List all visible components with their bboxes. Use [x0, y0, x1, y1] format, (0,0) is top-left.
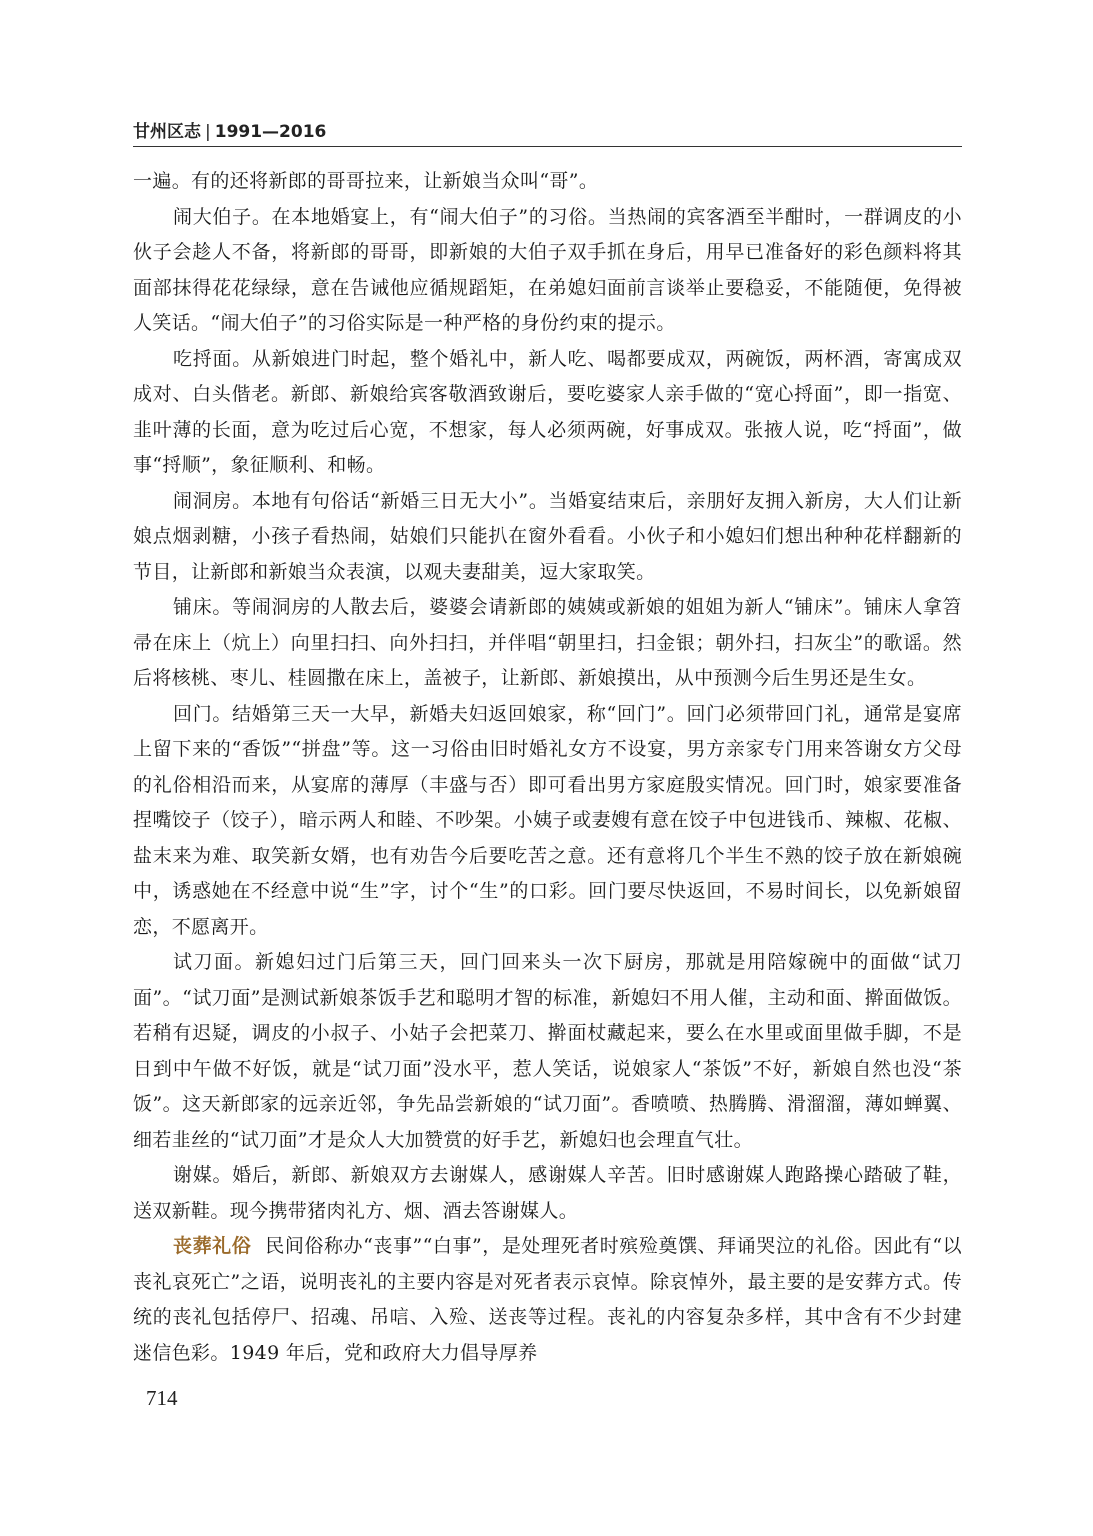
book-title: 甘州区志	[133, 122, 201, 142]
section-text: 民间俗称办“丧事”“白事”，是处理死者时殡殓奠馔、拜诵哭泣的礼俗。因此有“以丧礼哀死亡”之语，说明丧礼的主要内容是对死者表示哀悼。除哀悼外，最主要的是安葬方式。传统的丧礼包括停尸、招魂、吊唁、入殓、送丧等过程。丧礼的内容复杂多样，其中含有不少封建迷信色彩。1949 年后，党和政府大力倡导厚养	[133, 1235, 962, 1364]
section-paragraph	[133, 1229, 962, 1371]
page-number: 714	[146, 1386, 178, 1410]
header-separator: |	[205, 122, 211, 142]
paragraph-6: 试刀面。新媳妇过门后第三天，回门回来头一次下厨房，那就是用陪嫁碗中的面做“试刀面”。“试刀面”是测试新娘茶饭手艺和聪明才智的标准，新媳妇不用人催，主动和面、擀面做饭。若稍有迟疑，调皮的小叔子、小姑子会把菜刀、擀面杖藏起来，要么在水里或面里做手脚，不是日到中午做不好饭，就是“试刀面”没水平，惹人笑话，说娘家人“茶饭”不好，新娘自然也没“茶饭”。这天新郎家的远亲近邻，争先品尝新娘的“试刀面”。香喷喷、热腾腾、滑溜溜，薄如蝉翼、细若韭丝的“试刀面”才是众人大加赞赏的好手艺，新媳妇也会理直气壮。	[133, 951, 963, 1151]
running-header	[133, 120, 962, 146]
paragraph-7: 谢媒。婚后，新郎、新娘双方去谢媒人，感谢媒人辛苦。旧时感谢媒人跑路操心踏破了鞋，送双新鞋。现今携带猪肉礼方、烟、酒去答谢媒人。	[133, 1164, 962, 1222]
body-text	[133, 164, 962, 1371]
paragraph-2: 吃捋面。从新娘进门时起，整个婚礼中，新人吃、喝都要成双，两碗饭，两杯酒，寄寓成双成对、白头偕老。新郎、新娘给宾客敬酒致谢后，要吃婆家人亲手做的“宽心捋面”，即一指宽、韭叶薄的长面，意为吃过后心宽，不想家，每人必须两碗，好事成双。张掖人说，吃“捋面”，做事“捋顺”，象征顺利、和畅。	[133, 347, 962, 476]
header-years: 1991—2016	[214, 122, 327, 142]
section-heading: 丧葬礼俗	[173, 1235, 252, 1257]
paragraph-4: 铺床。等闹洞房的人散去后，婆婆会请新郎的姨姨或新娘的姐姐为新人“铺床”。铺床人拿笤帚在床上（炕上）向里扫扫、向外扫扫，并伴唱“朝里扫，扫金银；朝外扫，扫灰尘”的歌谣。然后将核桃、枣儿、桂圆撒在床上，盖被子，让新郎、新娘摸出，从中预测今后生男还是生女。	[133, 596, 962, 689]
paragraph-1: 闹大伯子。在本地婚宴上，有“闹大伯子”的习俗。当热闹的宾客酒至半酣时，一群调皮的小伙子会趁人不备，将新郎的哥哥，即新娘的大伯子双手抓在身后，用早已准备好的彩色颜料将其面部抹得花花绿绿，意在告诫他应循规蹈矩，在弟媳妇面前言谈举止要稳妥，不能随便，免得被人笑话。“闹大伯子”的习俗实际是一种严格的身份约束的提示。	[133, 205, 962, 334]
header-rule	[133, 146, 962, 147]
paragraph-3: 闹洞房。本地有句俗话“新婚三日无大小”。当婚宴结束后，亲朋好友拥入新房，大人们让新娘点烟剥糖，小孩子看热闹，姑娘们只能扒在窗外看看。小伙子和小媳妇们想出种种花样翻新的节目，让新郎和新娘当众表演，以观夫妻甜美，逗大家取笑。	[133, 489, 962, 583]
paragraph-0: 一遍。有的还将新郎的哥哥拉来，让新娘当众叫“哥”。	[133, 170, 599, 192]
paragraph-5: 回门。结婚第三天一大早，新婚夫妇返回娘家，称“回门”。回门必须带回门礼，通常是宴席上留下来的“香饭”“拼盘”等。这一习俗由旧时婚礼女方不设宴，男方亲家专门用来答谢女方父母的礼俗相沿而来，从宴席的薄厚（丰盛与否）即可看出男方家庭殷实情况。回门时，娘家要准备捏嘴饺子（饺子），暗示两人和睦、不吵架。小姨子或妻嫂有意在饺子中包进钱币、辣椒、花椒、盐末来为难、取笑新女婿，也有劝告今后要吃苦之意。还有意将几个半生不熟的饺子放在新娘碗中，诱惑她在不经意中说“生”字，讨个“生”的口彩。回门要尽快返回，不易时间长，以免新娘留恋，不愿离开。	[133, 702, 962, 938]
